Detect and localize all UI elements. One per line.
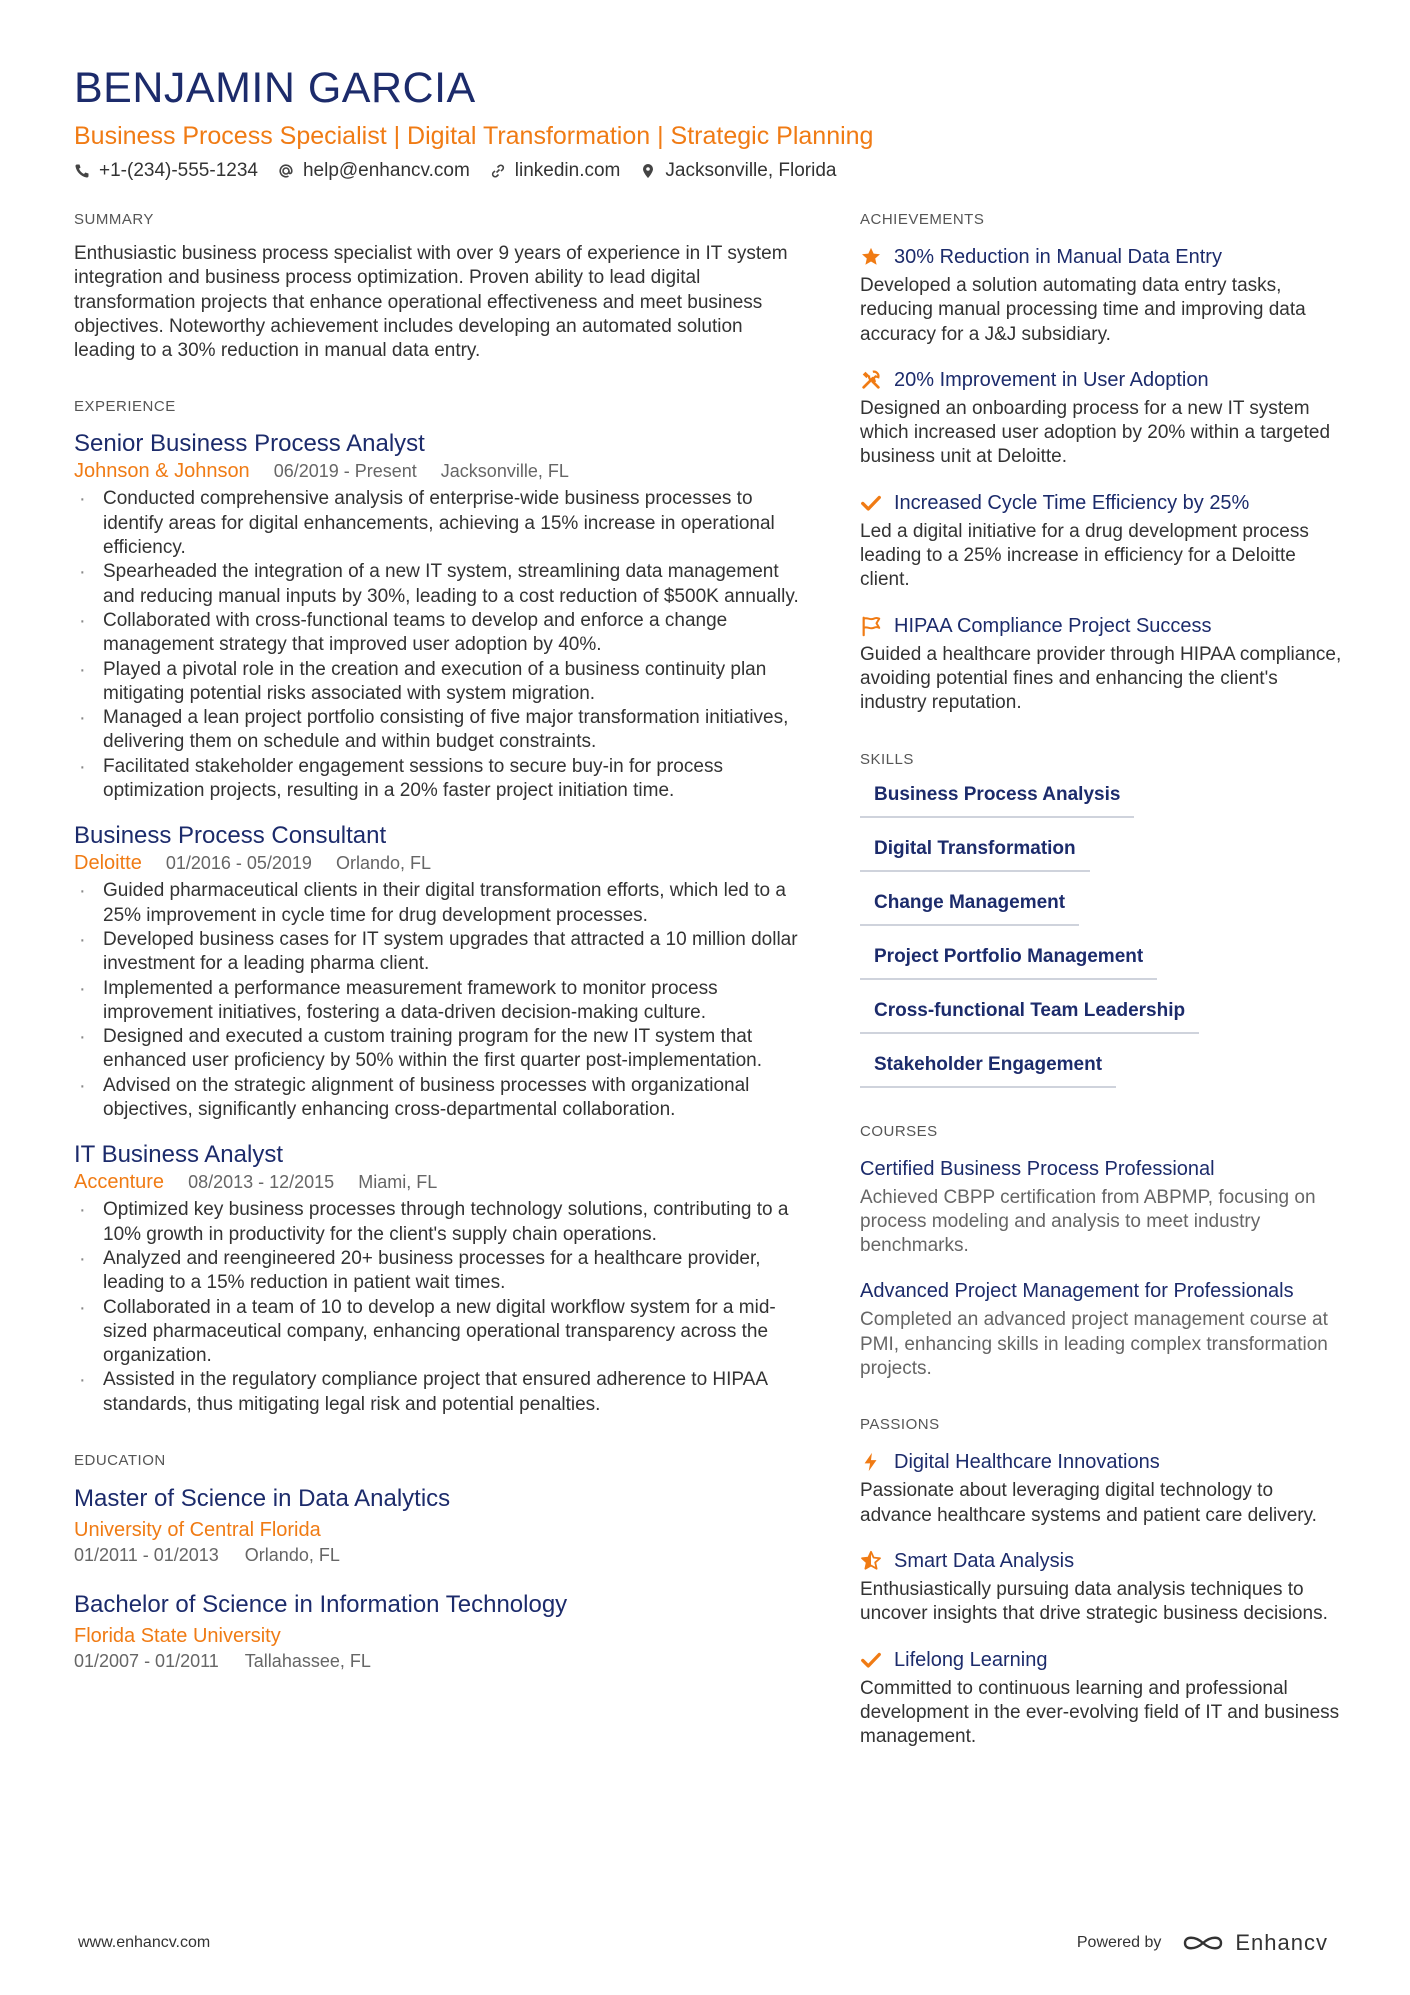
skill-tag: Digital Transformation — [860, 836, 1090, 872]
job-bullet: · Developed business cases for IT system upgrades that attracted a 10 million dollar investment for a leading pharma client. — [74, 928, 804, 977]
job-company: Deloitte — [74, 852, 142, 875]
achievement-desc: Designed an onboarding process for a new IT system which increased user adoption by 20% within a targeted business unit at Deloitte. — [860, 397, 1331, 468]
location-pin-icon — [640, 163, 656, 179]
passion-desc: Committed to continuous learning and professional development in the ever-evolving field of IT and business management. — [860, 1677, 1340, 1748]
passion-title: Digital Healthcare Innovations — [894, 1451, 1160, 1474]
left-column — [74, 210, 804, 1707]
achievement-header — [860, 365, 1346, 395]
education-heading: EDUCATION — [74, 1451, 166, 1469]
passion-item — [860, 1645, 1346, 1750]
star-icon — [860, 246, 882, 268]
achievement-desc: Led a digital initiative for a drug development process leading to a 25% increase in efficiency for a Deloitte client. — [860, 520, 1309, 591]
skill-tag: Stakeholder Engagement — [860, 1052, 1116, 1088]
summary-section — [74, 210, 804, 363]
courses-section — [860, 1122, 1346, 1382]
candidate-headline: Business Process Specialist | Digital Transformation | Strategic Planning — [74, 122, 874, 150]
education-dates: 01/2011 - 01/2013 — [74, 1544, 219, 1565]
education-location: Orlando, FL — [244, 1544, 340, 1565]
job-entry — [74, 821, 804, 1122]
passion-title: Smart Data Analysis — [894, 1549, 1075, 1572]
job-bullet: · Optimized key business processes through technology solutions, contributing to a 10% growth in productivity for the client's supply chain operations. — [74, 1198, 804, 1247]
achievement-title: 20% Improvement in User Adoption — [894, 368, 1209, 391]
course-title: Certified Business Process Professional — [860, 1157, 1215, 1180]
education-dates: 01/2007 - 01/2011 — [74, 1650, 219, 1671]
achievement-title: HIPAA Compliance Project Success — [894, 614, 1212, 637]
bolt-icon — [860, 1451, 882, 1473]
job-meta — [74, 459, 804, 483]
achievement-title: 30% Reduction in Manual Data Entry — [894, 246, 1222, 268]
job-location: Miami, FL — [358, 1172, 438, 1193]
at-icon — [278, 163, 294, 179]
job-bullet: · Collaborated in a team of 10 to develop a new digital workflow system for a mid-sized pharmaceutical company, enhancing operational transparency across the organization. — [74, 1296, 804, 1369]
enhancv-infinity-icon — [1179, 1931, 1227, 1955]
job-bullet: · Conducted comprehensive analysis of enterprise-wide business processes to identify areas for digital enhancements, achieving a 15% increase in operational efficiency. — [74, 487, 804, 560]
job-bullet: · Managed a lean project portfolio consisting of five major transformation initiatives, delivering them on schedule and within budget constraints. — [74, 706, 804, 755]
education-school: Florida State University — [74, 1624, 281, 1647]
contact-email[interactable] — [278, 158, 470, 184]
passion-header — [860, 1645, 1346, 1675]
job-bullets — [74, 1198, 804, 1417]
job-entry — [74, 429, 804, 803]
job-meta — [74, 851, 804, 875]
enhancv-logo[interactable] — [1179, 1930, 1328, 1956]
passion-desc: Enthusiastically pursuing data analysis techniques to uncover insights that drive strategic business decisions. — [860, 1578, 1328, 1625]
achievement-desc: Guided a healthcare provider through HIPAA compliance, avoiding potential fines and enhancing the client's industry reputation. — [860, 643, 1342, 714]
experience-heading: EXPERIENCE — [74, 398, 176, 416]
skills-section — [860, 750, 1346, 1088]
tools-icon — [860, 369, 882, 391]
powered-by-label: Powered by — [1076, 1934, 1162, 1951]
achievement-header — [860, 488, 1346, 518]
education-location: Tallahassee, FL — [244, 1650, 371, 1671]
achievement-item — [860, 611, 1346, 716]
achievement-title: Increased Cycle Time Efficiency by 25% — [894, 491, 1250, 514]
job-bullet: · Advised on the strategic alignment of business processes with organizational objectives, significantly enhancing cross-departmental collaboration. — [74, 1074, 804, 1123]
link-icon — [490, 163, 506, 179]
education-section — [74, 1451, 804, 1673]
contact-row — [74, 158, 1334, 184]
course-desc: Achieved CBPP certification from ABPMP, focusing on process modeling and analysis to meet industry benchmarks. — [860, 1186, 1316, 1257]
experience-section — [74, 397, 804, 1417]
star-half-icon — [860, 1550, 882, 1572]
footer-branding — [1077, 1930, 1328, 1956]
check-icon — [860, 492, 882, 514]
education-meta — [74, 1649, 804, 1673]
check-icon — [860, 1649, 882, 1671]
job-bullet: · Guided pharmaceutical clients in their digital transformation efforts, which led to a 25% improvement in cycle time for drug development processes. — [74, 879, 804, 928]
job-location: Jacksonville, FL — [440, 461, 569, 482]
achievement-header — [860, 242, 1346, 272]
job-title: Senior Business Process Analyst — [74, 430, 425, 458]
job-bullets — [74, 487, 804, 803]
job-bullet: · Designed and executed a custom training program for the new IT system that enhanced user proficiency by 50% within the first quarter post-implementation. — [74, 1025, 804, 1074]
achievements-section — [860, 210, 1346, 716]
courses-heading: COURSES — [860, 1122, 938, 1140]
job-location: Orlando, FL — [335, 853, 431, 874]
passion-title: Lifelong Learning — [894, 1648, 1048, 1671]
skill-tag: Change Management — [860, 890, 1079, 926]
education-degree: Master of Science in Data Analytics — [74, 1484, 451, 1512]
footer-website-link[interactable]: www.enhancv.com — [78, 1934, 211, 1951]
education-entry — [74, 1589, 804, 1673]
job-bullet: · Analyzed and reengineered 20+ business processes for a healthcare provider, leading to a 15% reduction in patient wait times. — [74, 1247, 804, 1296]
candidate-name: BENJAMIN GARCIA — [74, 64, 476, 112]
job-dates: 01/2016 - 05/2019 — [165, 853, 312, 874]
achievements-heading: ACHIEVEMENTS — [860, 211, 985, 228]
passion-header — [860, 1546, 1346, 1576]
job-bullet: · Assisted in the regulatory compliance project that ensured adherence to HIPAA standards, thus mitigating legal risk and potential penalties. — [74, 1368, 804, 1417]
passion-item — [860, 1447, 1346, 1528]
achievement-desc: Developed a solution automating data entry tasks, reducing manual processing time and improving data accuracy for a J&J subsidiary. — [860, 275, 1306, 345]
achievement-header — [860, 611, 1346, 641]
flag-icon — [860, 615, 882, 637]
passion-item — [860, 1546, 1346, 1627]
job-title: IT Business Analyst — [74, 1141, 283, 1169]
job-meta — [74, 1170, 804, 1194]
right-column — [860, 210, 1346, 1783]
job-bullet: · Played a pivotal role in the creation and execution of a business continuity plan mitigating potential risks associated with system migration. — [74, 658, 804, 707]
course-item — [860, 1276, 1346, 1381]
course-title: Advanced Project Management for Professionals — [860, 1280, 1294, 1303]
skills-heading: SKILLS — [860, 750, 914, 768]
contact-linkedin[interactable] — [490, 158, 621, 184]
brand-name: Enhancv — [1235, 1930, 1328, 1955]
job-title: Business Process Consultant — [74, 822, 387, 850]
job-company: Johnson & Johnson — [74, 460, 250, 483]
course-item — [860, 1154, 1346, 1259]
job-bullet: · Facilitated stakeholder engagement sessions to secure buy-in for process optimization projects, resulting in a 20% faster project initiation time. — [74, 755, 804, 804]
summary-text: Enthusiastic business process specialist with over 9 years of experience in IT system integration and business process optimization. Proven ability to lead digital transformation projects that enhance operational effectiveness and meet business objectives. Noteworthy achievement includes developing an automated solution leading to a 30% reduction in manual data entry. — [74, 243, 788, 362]
achievement-item — [860, 365, 1346, 470]
passions-section — [860, 1415, 1346, 1749]
contact-phone[interactable] — [74, 158, 258, 184]
passion-header — [860, 1447, 1346, 1477]
passion-desc: Passionate about leveraging digital technology to advance healthcare systems and patient care delivery. — [860, 1480, 1317, 1526]
contact-location-text: Jacksonville, Florida — [665, 160, 837, 181]
education-meta — [74, 1543, 804, 1567]
job-bullet: · Collaborated with cross-functional teams to develop and enforce a change management strategy that improved user adoption by 40%. — [74, 609, 804, 658]
skills-list — [860, 782, 1346, 1088]
contact-location — [640, 158, 836, 184]
job-entry — [74, 1140, 804, 1417]
job-dates: 06/2019 - Present — [273, 461, 417, 482]
job-bullet: · Spearheaded the integration of a new IT system, streamlining data management and reducing manual inputs by 30%, leading to a cost reduction of $500K annually. — [74, 560, 804, 609]
education-entry — [74, 1483, 804, 1567]
passions-heading: PASSIONS — [860, 1416, 940, 1434]
phone-icon — [74, 163, 90, 179]
resume-header — [74, 62, 1334, 184]
skill-tag: Project Portfolio Management — [860, 944, 1157, 980]
job-bullet: · Implemented a performance measurement framework to monitor process improvement initiatives, fostering a data-driven decision-making culture. — [74, 977, 804, 1026]
achievement-item — [860, 488, 1346, 593]
page-footer — [78, 1930, 1328, 1956]
education-school: University of Central Florida — [74, 1518, 321, 1541]
contact-email-text: help@enhancv.com — [302, 160, 470, 181]
skill-tag: Business Process Analysis — [860, 782, 1134, 818]
education-degree: Bachelor of Science in Information Technology — [74, 1590, 568, 1618]
job-dates: 08/2013 - 12/2015 — [188, 1172, 335, 1193]
course-desc: Completed an advanced project management course at PMI, enhancing skills in leading complex transformation projects. — [860, 1309, 1328, 1380]
contact-phone-text: +1-(234)-555-1234 — [99, 160, 258, 181]
achievement-item — [860, 242, 1346, 347]
job-bullets — [74, 879, 804, 1122]
summary-heading: SUMMARY — [74, 211, 154, 228]
contact-linkedin-text: linkedin.com — [514, 160, 621, 181]
job-company: Accenture — [74, 1171, 165, 1194]
skill-tag: Cross-functional Team Leadership — [860, 998, 1199, 1034]
